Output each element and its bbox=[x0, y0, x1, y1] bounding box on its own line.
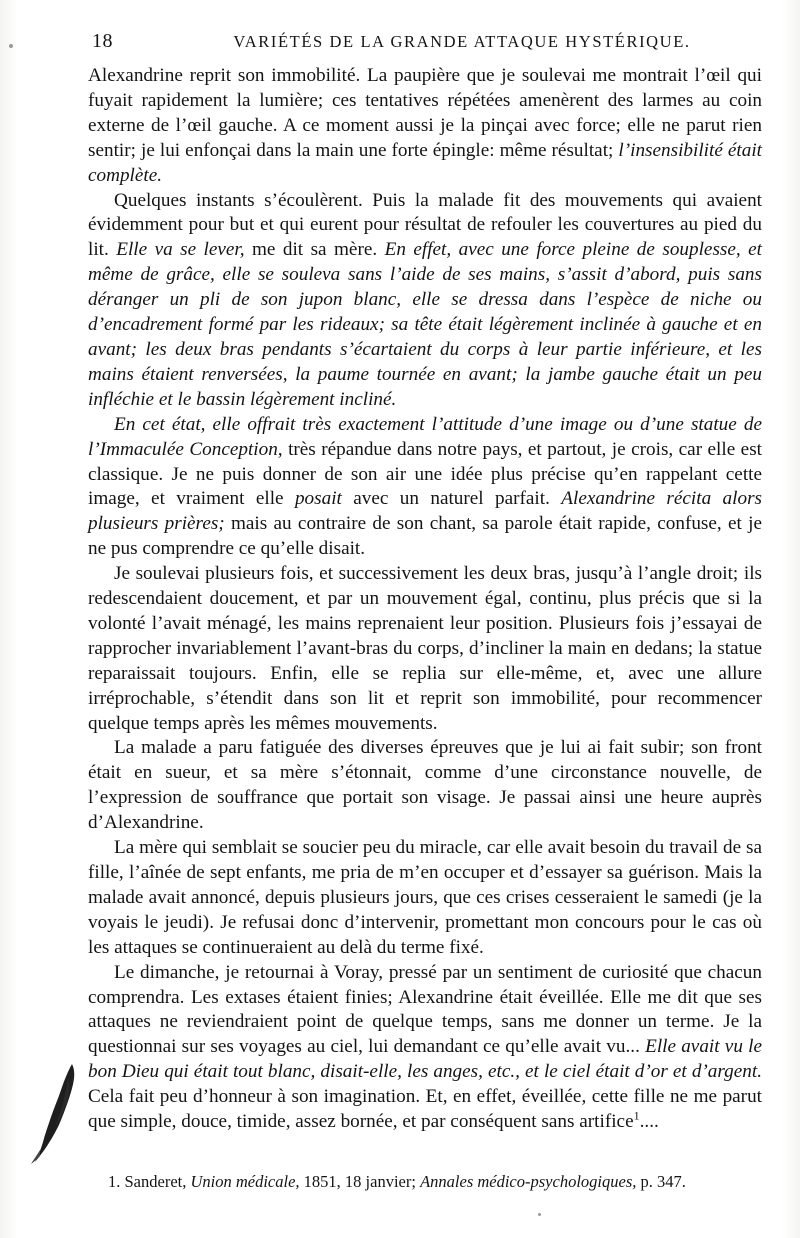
paragraph bbox=[88, 64, 762, 189]
page-number: 18 bbox=[92, 30, 113, 52]
text-run: La mère qui semblait se soucier peu du miracle, car elle avait besoin du travail de sa fille, l’aînée de sept enfants, me pria de m’en occuper et d’essayer sa guérison. Mais la malade avait annoncé, depuis plusieurs jours, que ces crises cesseraient le samedi (je la voyais le jeudi). Je refusai donc d’intervenir, promettant mon concours pour le cas où les attaques se continueraient au delà du terme fixé. bbox=[88, 837, 762, 958]
italic-text: posait bbox=[294, 488, 342, 510]
italic-text: Elle avait vu le bon Dieu qui était tout blanc, disait-elle, les anges, etc., et le ciel était d’or et d’argent. bbox=[88, 1036, 762, 1083]
italic-text: Elle va se lever, bbox=[116, 239, 245, 261]
text-run: avec un naturel parfait. bbox=[341, 488, 562, 510]
text-run: très répandue dans notre pays, et partout, je crois, car elle est classique. Je ne puis donner de son air une idée plus précise qu’en rappelant cette image, et vraiment elle bbox=[88, 438, 762, 510]
text-run: me dit sa mère. bbox=[244, 239, 385, 261]
text-run: La malade a paru fatiguée des diverses épreuves que je lui ai fait subir; son front était en sueur, et sa mère s’étonnait, comme d’une circonstance nouvelle, de l’expression de souffrance que portait son visage. Je passai ainsi une heure auprès d’Alexandrine. bbox=[88, 737, 762, 834]
text-run: mais au contraire de son chant, sa parole était rapide, confuse, et je ne pus comprendre ce qu’elle disait. bbox=[88, 513, 762, 560]
footnote-reference: 1 bbox=[633, 1108, 640, 1123]
footnote-text-run: 1851, 18 janvier; bbox=[299, 1172, 421, 1191]
paragraph bbox=[88, 189, 762, 413]
paragraph bbox=[88, 736, 762, 836]
text-run: Alexandrine reprit son immobilité. La paupière que je soulevai me montrait l’œil qui fuyait rapidement la lumière; ces tentatives répétées amenèrent des larmes au coin externe de l’œil gauche. A ce moment aussi je la pinçai avec force; elle ne parut rien sentir; je lui enfonçai dans la main une forte épingle: même résultat; bbox=[88, 65, 762, 161]
body-text bbox=[88, 64, 762, 1135]
page-header bbox=[92, 30, 772, 54]
footnote bbox=[108, 1172, 768, 1192]
text-run: Le dimanche, je retournai à Voray, pressé par un sentiment de curiosité que chacun comprendra. Les extases étaient finies; Alexandrine était éveillée. Elle me dit que ses attaques ne reviendraient point de quelque temps, sans me donner un terme. Je la questionnai sur ses voyages au ciel, lui demandant ce qu’elle avait vu... bbox=[88, 961, 762, 1058]
footnote-text-run: p. 347. bbox=[636, 1172, 686, 1191]
italic-text: Alexandrine récita alors plusieurs prières; bbox=[88, 488, 763, 535]
text-run: .... bbox=[639, 1111, 659, 1133]
paragraph bbox=[88, 562, 762, 736]
paragraph bbox=[88, 836, 762, 961]
text-run: Je soulevai plusieurs fois, et successivement les deux bras, jusqu’à l’angle droit; ils redescendaient doucement, et par un mouvement égal, continu, plus précis que si la volonté l’avait ménagé, les mains reprenaient leur position. Plusieurs fois j’essayai de rapprocher invariablement l’avant-bras du corps, d’incliner la main en dedans; la statue reparaissait toujours. Enfin, elle se replia sur elle-même, et, avec une allure irréprochable, s’étendit dans son lit et reprit son immobilité, pour recommencer quelque temps après les mêmes mouvements. bbox=[88, 563, 762, 734]
paragraph bbox=[88, 413, 762, 562]
text-run: Cela fait peu d’honneur à son imagination. Et, en effet, éveillée, cette fille ne me parut que simple, douce, timide, assez bornée, et par conséquent sans artifice bbox=[88, 1086, 762, 1133]
footnote-italic-text: Union médicale, bbox=[190, 1172, 300, 1191]
paragraph bbox=[88, 961, 762, 1135]
margin-speck bbox=[9, 44, 13, 48]
footnote-italic-text: Annales médico-psychologiques, bbox=[420, 1172, 637, 1191]
italic-text: En cet état, elle offrait très exactement l’attitude d’une image ou d’une statue de l’Immaculée Conception, bbox=[88, 413, 762, 460]
margin-speck bbox=[538, 1213, 541, 1216]
ink-blot-mark bbox=[28, 1058, 88, 1168]
running-title: VARIÉTÉS DE LA GRANDE ATTAQUE HYSTÉRIQUE. bbox=[233, 32, 691, 51]
italic-text: En effet, avec une force pleine de souplesse, et même de grâce, elle se souleva sans l’aide de ses mains, s’assit d’abord, puis sans déranger un pli de son jupon blanc, elle se dressa dans l’espèce de niche ou d’encadrement formé par les rideaux; sa tête était légèrement inclinée à gauche et en avant; les deux bras pendants s’écartaient du corps à leur partie inférieure, et les mains étaient renversées, la paume tournée en avant; la jambe gauche était un peu infléchie et le bassin légèrement incliné. bbox=[88, 239, 762, 410]
text-run: Quelques instants s’écoulèrent. Puis la malade fit des mouvements qui avaient évidemment pour but et qui eurent pour résultat de refouler les couvertures au pied du lit. bbox=[88, 189, 762, 261]
italic-text: l’insensibilité était complète. bbox=[88, 139, 763, 186]
footnote-text-run: 1. Sanderet, bbox=[108, 1172, 191, 1191]
